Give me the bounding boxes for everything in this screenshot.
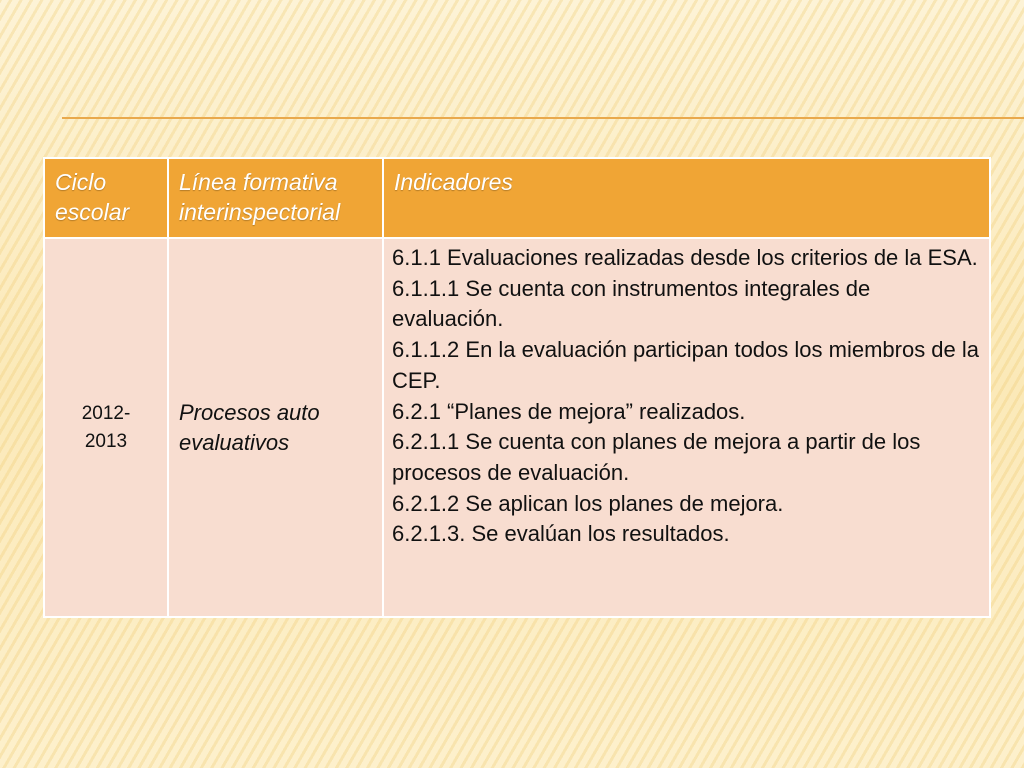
- table-header-row: [44, 158, 990, 238]
- indicadores-list: [384, 239, 989, 550]
- indicator-item: 6.2.1.3. Se evalúan los resultados.: [392, 521, 730, 547]
- title-accent-line: [62, 117, 1024, 119]
- linea-formativa-value: Procesos auto evaluativos: [179, 399, 320, 455]
- ciclo-escolar-value: 2012-2013: [81, 402, 131, 452]
- indicator-item: 6.1.1.1 Se cuenta con instrumentos integrales de evaluación.: [392, 275, 871, 332]
- indicator-item: 6.1.1 Evaluaciones realizadas desde los criterios de la ESA.: [392, 245, 978, 270]
- header-indicadores: Indicadores: [383, 158, 990, 238]
- indicator-item: 6.1.1.2 En la evaluación participan todos los miembros de la CEP.: [392, 337, 980, 393]
- table-row: [44, 238, 990, 617]
- header-linea-formativa: Línea formativa interinspectorial: [168, 158, 383, 238]
- cell-linea-formativa: [168, 238, 383, 617]
- cell-ciclo-escolar: [44, 238, 168, 617]
- indicators-table: [43, 157, 991, 618]
- header-ciclo-escolar: Ciclo escolar: [44, 158, 168, 238]
- indicator-item: 6.2.1 “Planes de mejora” realizados.: [392, 398, 746, 424]
- indicator-item: 6.2.1.1 Se cuenta con planes de mejora a partir de los procesos de evaluación.: [392, 429, 921, 485]
- cell-indicadores: [383, 238, 990, 617]
- indicator-item: 6.2.1.2 Se aplican los planes de mejora.: [392, 490, 784, 516]
